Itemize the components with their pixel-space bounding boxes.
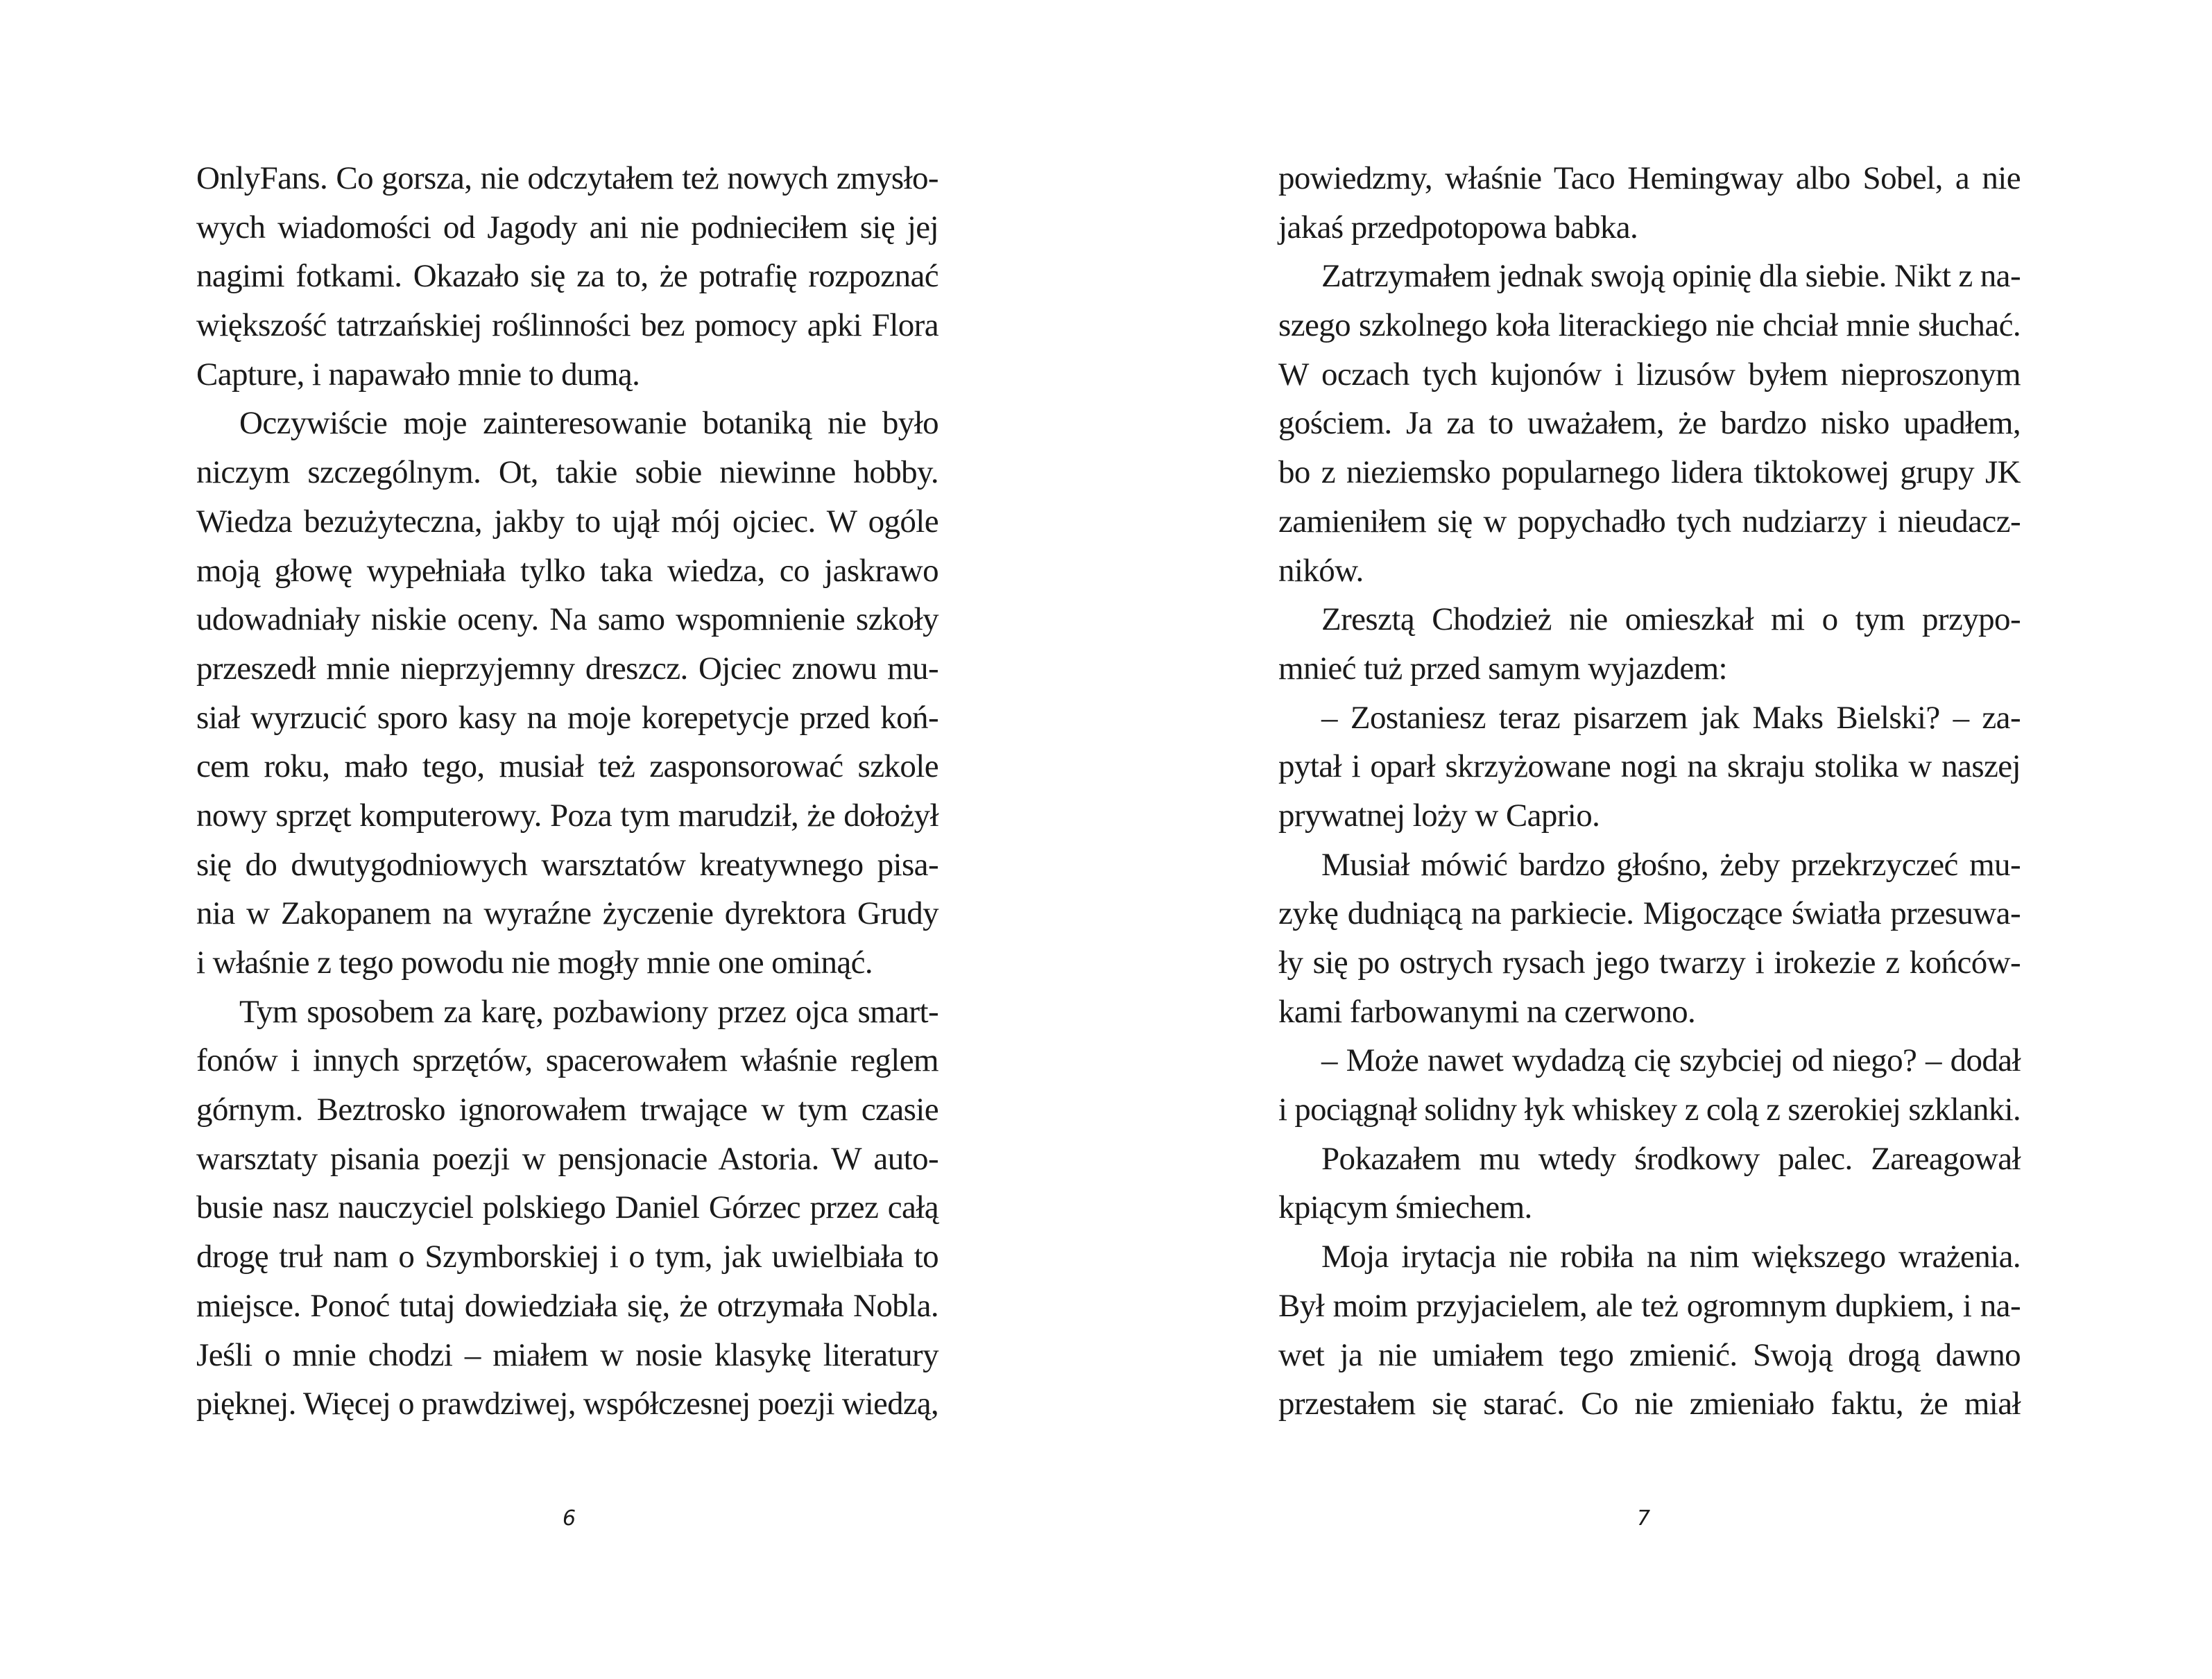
right-page [1106,0,2211,1679]
text-line: pięknej. Więcej o prawdziwej, współczesnej poezji wiedzą, [196,1386,939,1422]
text-line: fonów i innych sprzętów, spacerowałem właśnie reglem [196,1042,938,1079]
text-line: Tym sposobem za karę, pozbawiony przez ojca smart- [239,993,938,1030]
text-line: mnieć tuż przed samym wyjazdem: [1278,650,1727,687]
text-line: Zatrzymałem jednak swoją opinię dla siebie. Nikt z na- [1321,258,2021,295]
text-line: przestałem się starać. Co nie zmieniało faktu, że miał [1278,1386,2021,1422]
text-line: Musiał mówić bardzo głośno, żeby przekrzyczeć mu- [1321,846,2021,883]
right-page-number: 7 [1637,1506,1651,1531]
left-page-text [196,154,938,1429]
text-line: bo z nieziemsko popularnego lidera tiktokowej grupy JK [1278,454,2021,491]
text-line: nagimi fotkami. Okazało się za to, że potrafię rozpoznać [196,258,938,295]
paragraph [196,988,938,1429]
text-line: górnym. Beztrosko ignorowałem trwające w tym czasie [196,1092,938,1128]
text-line: moją głowę wypełniała tylko taka wiedza, co jaskrawo [196,552,938,589]
text-line: jakaś przedpotopowa babka. [1278,209,1638,246]
text-line: Był moim przyjacielem, ale też ogromnym dupkiem, i na- [1278,1287,2021,1324]
text-line: niczym szczególnym. Ot, takie sobie niewinne hobby. [196,454,938,491]
text-line: ników. [1278,552,1364,589]
paragraph [1278,595,2021,693]
text-line: – Zostaniesz teraz pisarzem jak Maks Bielski? – za- [1321,699,2021,736]
text-line: Pokazałem mu wtedy środkowy palec. Zareagował [1321,1140,2021,1177]
paragraph [196,154,938,399]
text-line: OnlyFans. Co gorsza, nie odczytałem też nowych zmysło- [196,160,938,196]
left-page-number: 6 [563,1506,576,1531]
text-line: gościem. Ja za to uważałem, że bardzo nisko upadłem, [1278,405,2021,442]
text-line: i pociągnął solidny łyk whiskey z colą z szerokiej szklanki. [1278,1092,2021,1128]
text-line: ły się po ostrych rysach jego twarzy i irokezie z końców- [1278,945,2021,981]
text-line: większość tatrzańskiej roślinności bez pomocy apki Flora [196,307,938,344]
text-line: W oczach tych kujonów i lizusów byłem nieproszonym [1278,356,2021,393]
text-line: warsztaty pisania poezji w pensjonacie Astoria. W auto- [196,1140,938,1177]
text-line: nia w Zakopanem na wyraźne życzenie dyrektora Grudy [196,895,938,932]
text-line: Moja irytacja nie robiła na nim większego wrażenia. [1321,1239,2021,1275]
text-line: zykę dudniącą na parkiecie. Migoczące światła przesuwa- [1278,895,2021,932]
text-line: udowadniały niskie oceny. Na samo wspomnienie szkoły [196,601,938,638]
text-line: powiedzmy, właśnie Taco Hemingway albo Sobel, a nie [1278,160,2021,196]
paragraph [1278,252,2021,595]
text-line: Jeśli o mnie chodzi – miałem w nosie klasykę literatury [196,1336,938,1373]
text-line: zamieniłem się w popychadło tych nudziarzy i nieudacz- [1278,503,2021,540]
text-line: nowy sprzęt komputerowy. Poza tym marudził, że dołożył [196,797,938,834]
text-line: miejsce. Ponoć tutaj dowiedziała się, że otrzymała Nobla. [196,1287,938,1324]
text-line: drogę truł nam o Szymborskiej i o tym, jak uwielbiała to [196,1239,938,1275]
text-line: busie nasz nauczyciel polskiego Daniel Górzec przez całą [196,1189,938,1226]
text-line: pytał i oparł skrzyżowane nogi na skraju stolika w naszej [1278,748,2021,785]
text-line: – Może nawet wydadzą cię szybciej od niego? – dodał [1321,1042,2021,1079]
text-line: się do dwutygodniowych warsztatów kreatywnego pisa- [196,846,938,883]
text-line: i właśnie z tego powodu nie mogły mnie one ominąć. [196,945,873,981]
text-line: przeszedł mnie nieprzyjemny dreszcz. Ojciec znowu mu- [196,650,938,687]
paragraph [1278,1135,2021,1232]
text-line: siał wyrzucić sporo kasy na moje korepetycje przed koń- [196,699,938,736]
text-line: Capture, i napawało mnie to dumą. [196,356,640,393]
text-line: Wiedza bezużyteczna, jakby to ujął mój ojciec. W ogóle [196,503,938,540]
right-page-text [1278,154,2021,1429]
text-line: kpiącym śmiechem. [1278,1189,1532,1226]
text-line: wych wiadomości od Jagody ani nie podnieciłem się jej [196,209,938,246]
text-line: kami farbowanymi na czerwono. [1278,993,1696,1030]
paragraph [1278,1036,2021,1134]
text-line: szego szkolnego koła literackiego nie chciał mnie słuchać. [1278,307,2021,344]
text-line: Oczywiście moje zainteresowanie botaniką nie było [239,405,938,442]
text-line: wet ja nie umiałem tego zmienić. Swoją drogą dawno [1278,1336,2021,1373]
paragraph [1278,1232,2021,1429]
text-line: prywatnej loży w Caprio. [1278,797,1600,834]
paragraph [196,399,938,987]
paragraph [1278,154,2021,252]
text-line: cem roku, mało tego, musiał też zasponsorować szkole [196,748,938,785]
text-line: Zresztą Chodzież nie omieszkał mi o tym przypo- [1321,601,2021,638]
paragraph [1278,841,2021,1037]
paragraph [1278,694,2021,841]
